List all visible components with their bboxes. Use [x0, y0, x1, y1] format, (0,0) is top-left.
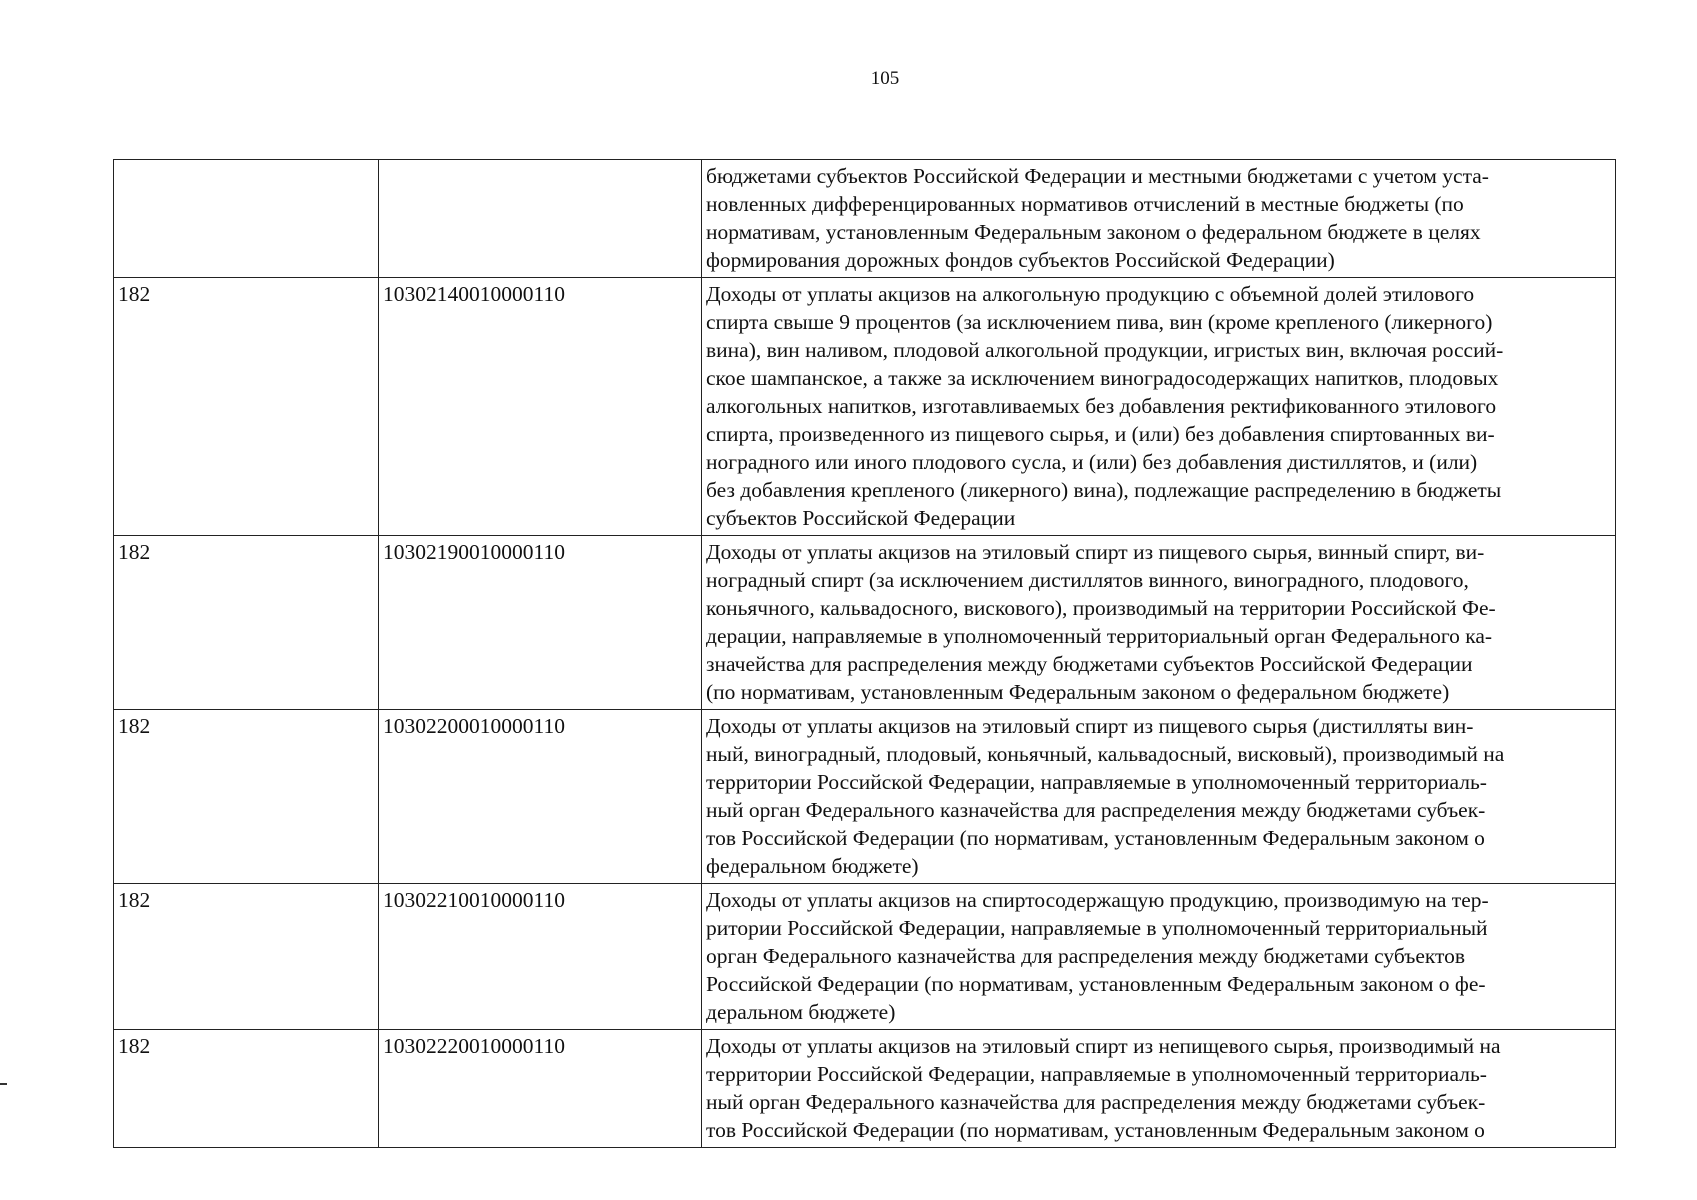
admin-code-cell: 182: [114, 884, 379, 1030]
table-row: [114, 160, 1616, 278]
admin-code-cell: 182: [114, 278, 379, 536]
description-line: орган Федерального казначейства для распределения между бюджетами субъектов: [706, 944, 1466, 968]
table-row: [114, 710, 1616, 884]
description-line: алкогольных напитков, изготавливаемых без добавления ректификованного этилового: [706, 394, 1497, 418]
description-line: ный орган Федерального казначейства для распределения между бюджетами субъек-: [706, 1090, 1486, 1114]
description-line: Доходы от уплаты акцизов на этиловый спирт из пищевого сырья (дистилляты вин-: [706, 714, 1474, 738]
admin-code-cell: 182: [114, 1030, 379, 1148]
description-line: Доходы от уплаты акцизов на этиловый спирт из пищевого сырья, винный спирт, ви-: [706, 540, 1485, 564]
description-line: ный орган Федерального казначейства для распределения между бюджетами субъек-: [706, 798, 1486, 822]
table-row: [114, 884, 1616, 1030]
kbk-code-cell: 10302200010000110: [379, 710, 702, 884]
description-line: (по нормативам, установленным Федеральным законом о федеральном бюджете): [706, 680, 1450, 704]
description-line: формирования дорожных фондов субъектов Российской Федерации): [706, 248, 1335, 272]
description-cell: [702, 536, 1616, 710]
description-line: ноградный спирт (за исключением дистиллятов винного, виноградного, плодового,: [706, 568, 1469, 592]
description-line: территории Российской Федерации, направляемые в уполномоченный территориаль-: [706, 770, 1487, 794]
description-line: вина), вин наливом, плодовой алкогольной продукции, игристых вин, включая россий-: [706, 338, 1504, 362]
description-line: ритории Российской Федерации, направляемые в уполномоченный территориальный: [706, 916, 1488, 940]
kbk-code-cell: 10302190010000110: [379, 536, 702, 710]
description-line: коньячного, кальвадосного, вискового), производимый на территории Российской Фе-: [706, 596, 1496, 620]
description-line: Доходы от уплаты акцизов на алкогольную продукцию с объемной долей этилового: [706, 282, 1475, 306]
description-line: тов Российской Федерации (по нормативам, установленным Федеральным законом о: [706, 826, 1485, 850]
kbk-code-cell: [379, 160, 702, 278]
description-line: дерации, направляемые в уполномоченный территориальный орган Федерального ка-: [706, 624, 1493, 648]
page-number: 105: [870, 68, 900, 89]
kbk-code-cell: 10302210010000110: [379, 884, 702, 1030]
margin-mark: [0, 1083, 7, 1085]
description-line: ный, виноградный, плодовый, коньячный, кальвадосный, висковый), производимый на: [706, 742, 1505, 766]
description-cell: [702, 1030, 1616, 1148]
description-cell: [702, 278, 1616, 536]
budget-revenue-table: [113, 159, 1616, 1148]
description-line: субъектов Российской Федерации: [706, 506, 1016, 530]
description-cell: [702, 160, 1616, 278]
description-cell: [702, 884, 1616, 1030]
kbk-code-cell: 10302140010000110: [379, 278, 702, 536]
table-row: [114, 278, 1616, 536]
description-line: ское шампанское, а также за исключением виноградосодержащих напитков, плодовых: [706, 366, 1499, 390]
description-line: деральном бюджете): [706, 1000, 896, 1024]
description-line: федеральном бюджете): [706, 854, 919, 878]
admin-code-cell: [114, 160, 379, 278]
description-cell: [702, 710, 1616, 884]
table-row: [114, 536, 1616, 710]
description-line: ноградного или иного плодового сусла, и (или) без добавления дистиллятов, и (или): [706, 450, 1478, 474]
description-line: Доходы от уплаты акцизов на этиловый спирт из непищевого сырья, производимый на: [706, 1034, 1501, 1058]
description-line: Российской Федерации (по нормативам, установленным Федеральным законом о фе-: [706, 972, 1486, 996]
description-line: значейства для распределения между бюджетами субъектов Российской Федерации: [706, 652, 1473, 676]
admin-code-cell: 182: [114, 536, 379, 710]
admin-code-cell: 182: [114, 710, 379, 884]
description-line: территории Российской Федерации, направляемые в уполномоченный территориаль-: [706, 1062, 1487, 1086]
table-row: [114, 1030, 1616, 1148]
description-line: тов Российской Федерации (по нормативам, установленным Федеральным законом о: [706, 1118, 1485, 1142]
description-line: Доходы от уплаты акцизов на спиртосодержащую продукцию, производимую на тер-: [706, 888, 1489, 912]
description-line: спирта свыше 9 процентов (за исключением пива, вин (кроме крепленого (ликерного): [706, 310, 1493, 334]
kbk-code-cell: 10302220010000110: [379, 1030, 702, 1148]
description-line: нормативам, установленным Федеральным законом о федеральном бюджете в целях: [706, 220, 1481, 244]
description-line: без добавления крепленого (ликерного) вина), подлежащие распределению в бюджеты: [706, 478, 1502, 502]
description-line: бюджетами субъектов Российской Федерации и местными бюджетами с учетом уста-: [706, 164, 1489, 188]
description-line: спирта, произведенного из пищевого сырья, и (или) без добавления спиртованных ви-: [706, 422, 1495, 446]
description-line: новленных дифференцированных нормативов отчислений в местные бюджеты (по: [706, 192, 1464, 216]
